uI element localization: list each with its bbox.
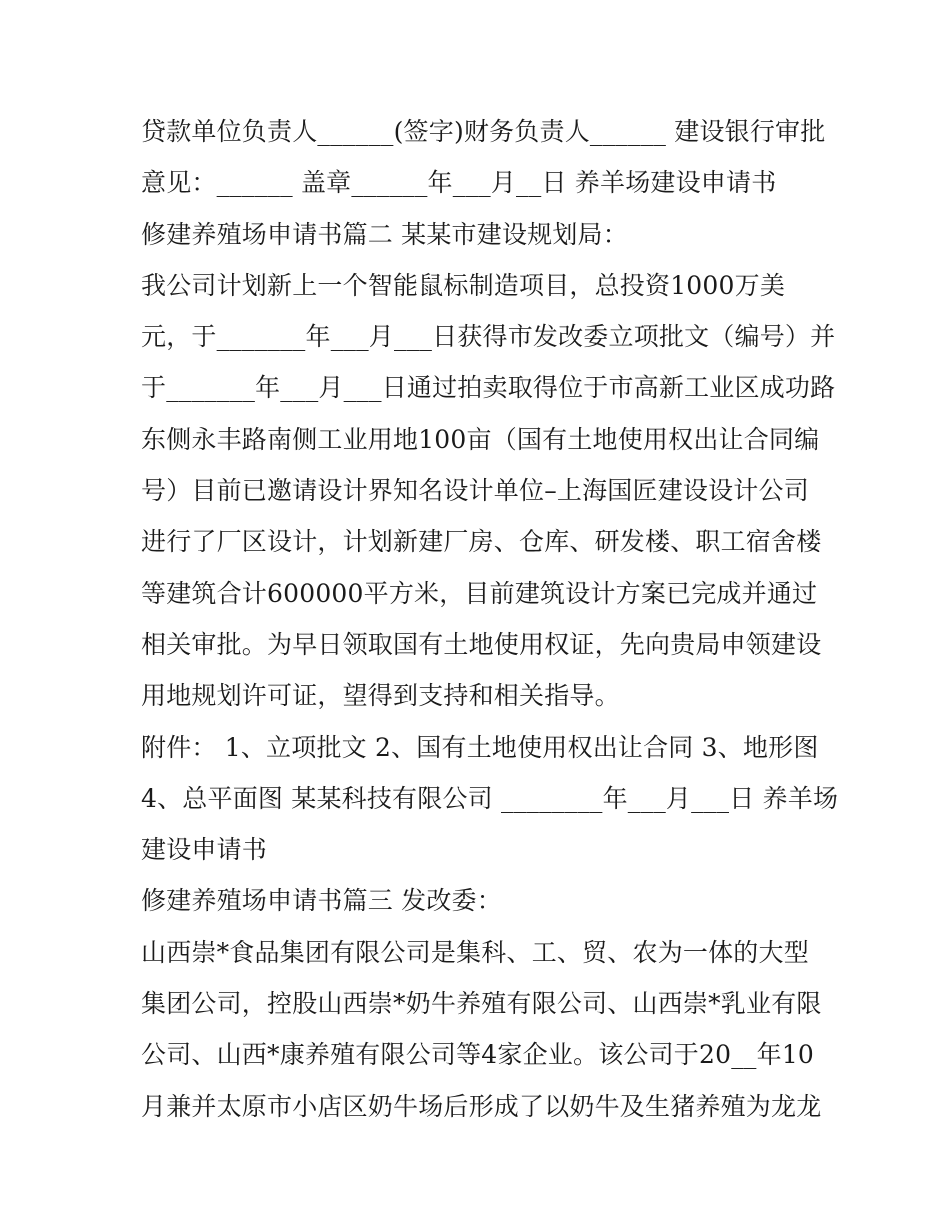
text-line: 等建筑合计600000平方米，目前建筑设计方案已完成并通过 xyxy=(141,578,818,608)
text-line: 相关审批。为早日领取国有土地使用权证，先向贵局申领建设 xyxy=(141,629,822,659)
text-line: 4、总平面图 某某科技有限公司 ________年___月___日 养羊场 xyxy=(141,783,839,813)
text-line: 修建养殖场申请书篇三 发改委： xyxy=(141,886,502,916)
text-line: 意见：______ 盖章______年___月__日 养羊场建设申请书 xyxy=(141,168,777,198)
text-line: 号）目前已邀请设计界知名设计单位–上海国匠建设设计公司 xyxy=(141,476,809,506)
text-line: 我公司计划新上一个智能鼠标制造项目，总投资1000万美 xyxy=(141,270,786,300)
text-line: 附件： 1、立项批文 2、国有土地使用权出让合同 3、地形图 xyxy=(141,732,819,762)
text-line: 月兼并太原市小店区奶牛场后形成了以奶牛及生猪养殖为龙龙 xyxy=(141,1091,822,1121)
document-body xyxy=(141,106,839,1132)
text-line: 山西崇*食品集团有限公司是集科、工、贸、农为一体的大型 xyxy=(141,937,809,967)
text-line: 东侧永丰路南侧工业用地100亩（国有土地使用权出让合同编 xyxy=(141,424,820,454)
text-line: 建设申请书 xyxy=(141,835,268,865)
text-line: 元，于_______年___月___日获得市发改委立项批文（编号）并 xyxy=(141,322,836,352)
text-line: 公司、山西*康养殖有限公司等4家企业。该公司于20__年10 xyxy=(141,1040,815,1070)
text-line: 贷款单位负责人______(签字)财务负责人______ 建设银行审批 xyxy=(141,117,826,146)
text-line: 集团公司，控股山西崇*奶牛养殖有限公司、山西崇*乳业有限 xyxy=(141,989,822,1019)
text-line: 用地规划许可证，望得到支持和相关指导。 xyxy=(141,681,620,711)
text-line: 修建养殖场申请书篇二 某某市建设规划局： xyxy=(141,219,628,249)
text-line: 进行了厂区设计，计划新建厂房、仓库、研发楼、职工宿舍楼 xyxy=(141,527,822,557)
text-line: 于_______年___月___日通过拍卖取得位于市高新工业区成功路 xyxy=(141,373,836,403)
